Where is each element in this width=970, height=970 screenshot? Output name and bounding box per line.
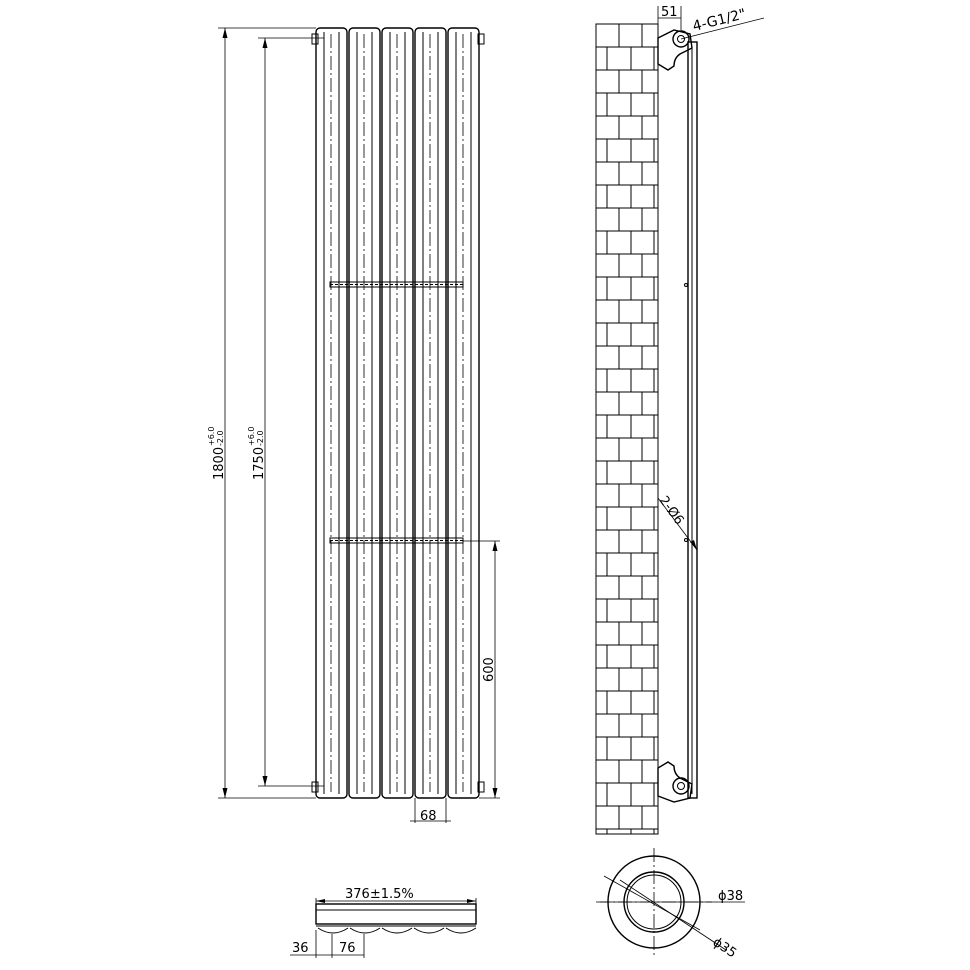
outer-diameter-label: ϕ38 (718, 889, 744, 904)
height-centres-label: 1750 (252, 446, 267, 480)
radiator-tubes (316, 28, 479, 798)
inlet-leader (681, 6, 764, 39)
height-centres-tol-minus: -2.0 (256, 430, 265, 446)
top-view-tubes (316, 926, 476, 933)
wall-brackets (330, 282, 463, 543)
tube-spacing-dimension (290, 930, 364, 958)
side-view (596, 5, 764, 834)
section-view (596, 848, 745, 961)
bracket-height-label: 600 (482, 657, 497, 682)
wall-offset-label: 51 (661, 5, 678, 20)
bracket-height-dimension (463, 541, 500, 798)
width-label: 376±1.5% (345, 887, 414, 902)
front-view (207, 28, 500, 824)
fixing-label: 2-Ø6 (655, 493, 687, 528)
tube-spacing-label: 76 (339, 941, 356, 956)
height-total-tol-minus: -2.0 (216, 430, 225, 446)
height-centres-dimension (247, 38, 324, 786)
height-total-dimension (207, 28, 316, 798)
tube-pitch-dimension (410, 798, 451, 824)
wall-offset-dimension (658, 5, 681, 34)
height-total-tol-plus: +6.0 (207, 426, 216, 446)
side-brackets (655, 30, 692, 802)
brick-wall (596, 24, 658, 834)
end-offset-label: 36 (292, 941, 309, 956)
top-view (290, 887, 476, 958)
height-centres-tol-plus: +6.0 (247, 426, 256, 446)
width-dimension (316, 887, 476, 904)
fixing-leader (656, 494, 697, 550)
inner-diameter-label: ϕ35 (709, 934, 739, 962)
height-total-label: 1800 (212, 446, 227, 480)
inlet-label: 4-G1/2" (691, 6, 748, 35)
tube-pitch-label: 68 (420, 809, 437, 824)
radiator-profile (685, 42, 698, 798)
tube-centre-lines (331, 34, 463, 792)
